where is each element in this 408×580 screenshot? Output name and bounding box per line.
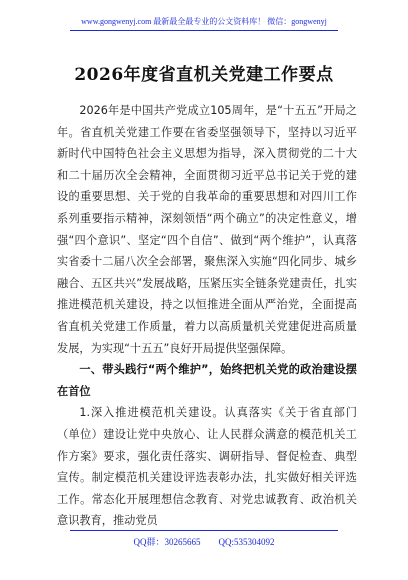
document-title: 2026年度省直机关党建工作要点 — [74, 65, 334, 85]
section-heading: 一、带头践行“两个维护”，始终把机关党的政治建设摆在首位 — [57, 363, 357, 398]
page-header: www.gongwenyj.com 最新最全最专业的公文资料库！ 微信：gongwenyj — [81, 17, 327, 26]
document-body — [57, 100, 357, 532]
section-paragraph: 1.深入推进模范机关建设。认真落实《关于省直部门（单位）建设让党中央放心、让人民群众满意的模范机关工作方案》要求，强化责任落实、调研指导、督促检查、典型宣传。制定模范机关建设评选表彰办法，扎实做好相关评选工作。常态化开展理想信念教育、对党忠诚教育、政治机关意识教育，推动党员 — [57, 406, 357, 528]
footer-divider — [70, 530, 338, 531]
page-footer: QQ群：30265665 QQ:535304092 — [133, 537, 275, 547]
header-divider — [70, 30, 338, 31]
intro-paragraph: 2026年是中国共产党成立105周年，是“十五五”开局之年。省直机关党建工作要在省委坚强领导下，坚持以习近平新时代中国特色社会主义思想为指导，深入贯彻党的二十大和二十届历次全会精神，全面贯彻习近平总书记关于党的建设的重要思想、关于党的自我革命的重要思想和对四川工作系列重要指示精神，深刻领悟“两个确立”的决定性意义，增强“四个意识”、坚定“四个自信”、做到“两个维护”，认真落实省委十二届八次全会部署，聚焦深入实施“四化同步、城乡融合、五区共兴”发展战略，压紧压实全链条党建责任，扎实推进模范机关建设，持之以恒推进全面从严治党，全面提高省直机关党建工作质量，着力以高质量机关党建促进高质量发展，为实现“十五五”良好开局提供坚强保障。 — [57, 104, 357, 355]
